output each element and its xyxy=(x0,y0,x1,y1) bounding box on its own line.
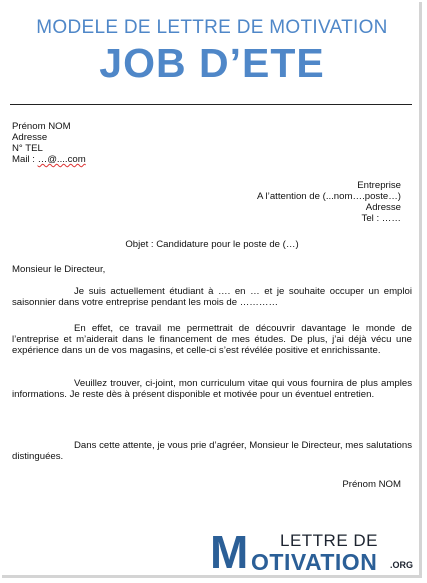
signature: Prénom NOM xyxy=(342,479,401,490)
recipient-attention: A l’attention de (...nom….poste…) xyxy=(257,191,401,202)
sender-address: Adresse xyxy=(12,132,48,143)
sender-mail-label: Mail : xyxy=(12,154,38,165)
site-logo xyxy=(210,526,422,579)
recipient-block xyxy=(257,180,401,224)
page-title-line1: MODELE DE LETTRE DE MOTIVATION xyxy=(36,17,388,38)
recipient-address: Adresse xyxy=(365,202,401,213)
logo-top-text: LETTRE DE xyxy=(280,531,379,550)
logo-main-text: OTIVATION xyxy=(251,549,378,575)
paragraph-1 xyxy=(12,286,412,308)
logo-initial: M xyxy=(210,526,249,578)
paragraph-2-text: En effet, ce travail me permettrait de découvrir davantage le monde de l’entreprise et m’aiderait dans le financement de mes études. De plus, j’ai déjà vécu une expérience dans un de vos magasins, et celle-ci s’est révélée positive et enrichissante. xyxy=(12,323,412,356)
sender-phone: N° TEL xyxy=(12,143,43,154)
paragraph-4 xyxy=(12,440,412,462)
logo-tld: .ORG xyxy=(390,560,414,570)
letter-page xyxy=(2,2,422,578)
paragraph-2 xyxy=(12,323,412,356)
letter-object: Objet : Candidature pour le poste de (…) xyxy=(125,239,299,250)
sender-block xyxy=(12,121,86,165)
sender-mail xyxy=(12,154,86,165)
paragraph-3-text: Veuillez trouver, ci-joint, mon curriculum vitae qui vous fournira de plus amples informations. Je reste dès à présent disponible et motivée pour un éventuel entretien. xyxy=(12,378,412,400)
paragraph-4-text: Dans cette attente, je vous prie d’agréer, Monsieur le Directeur, mes salutations distinguées. xyxy=(12,440,412,462)
page-title-line2: JOB D’ETE xyxy=(99,40,325,86)
paragraph-3 xyxy=(12,378,412,400)
header-divider xyxy=(10,104,412,105)
paragraph-1-text: Je suis actuellement étudiant à …. en … et je souhaite occuper un emploi saisonnier dans votre entreprise pendant les mois de ………… xyxy=(12,286,412,308)
recipient-company: Entreprise xyxy=(357,180,401,191)
sender-name: Prénom NOM xyxy=(12,121,71,132)
letter-salutation: Monsieur le Directeur, xyxy=(12,264,106,275)
sender-mail-value: …@....com xyxy=(37,154,86,165)
recipient-phone: Tel : …… xyxy=(361,213,401,224)
